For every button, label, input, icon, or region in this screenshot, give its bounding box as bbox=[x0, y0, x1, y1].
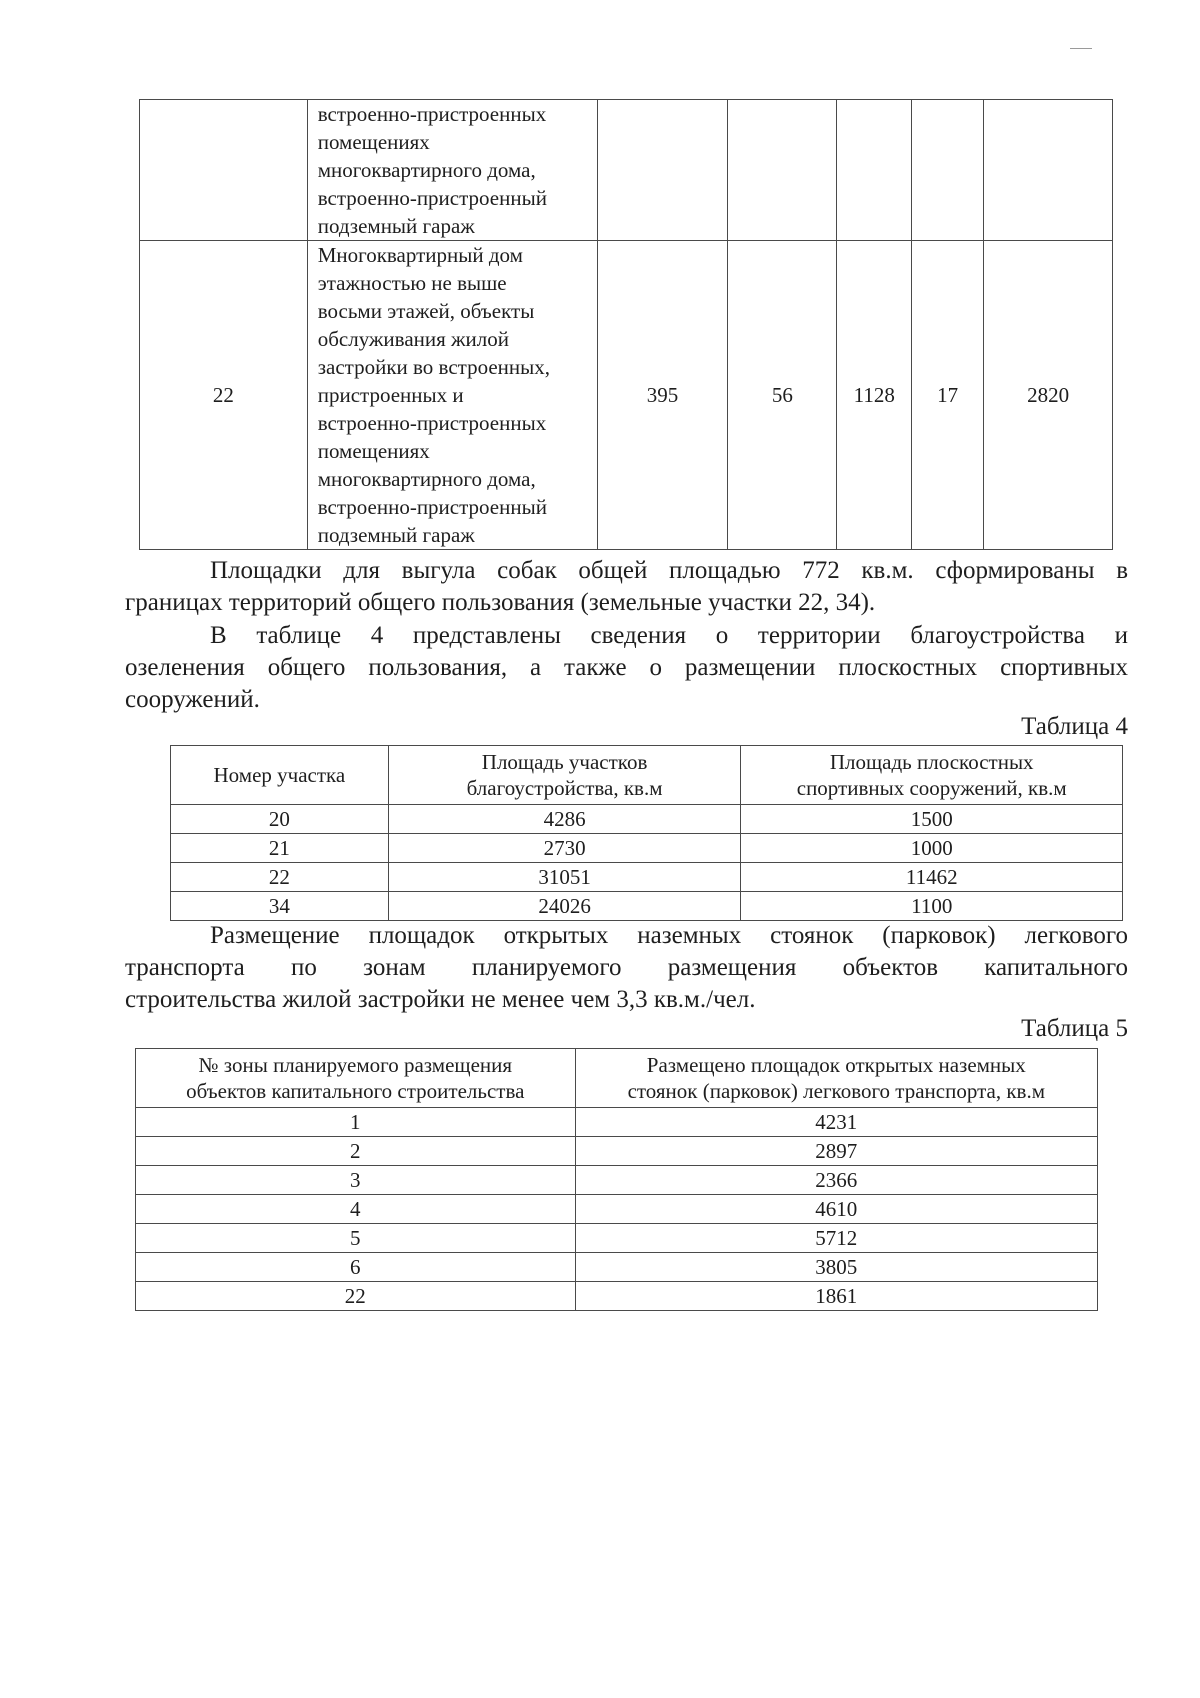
table-cell: 3 bbox=[136, 1166, 576, 1195]
table-cell: 56 bbox=[728, 241, 837, 550]
table-cell: 24026 bbox=[388, 892, 741, 921]
header-cell: № зоны планируемого размещения объектов капитального строительства bbox=[136, 1049, 576, 1108]
table-cell bbox=[984, 100, 1113, 241]
paragraph-dog-areas: Площадки для выгула собак общей площадью 772 кв.м. сформированы в границах территорий общего пользования (земельные участки 22, 34). bbox=[125, 557, 1128, 616]
table-row bbox=[136, 1282, 1098, 1311]
table-cell: 1861 bbox=[575, 1282, 1097, 1311]
table-cell: 2820 bbox=[984, 241, 1113, 550]
header-cell: Площадь участков благоустройства, кв.м bbox=[388, 746, 741, 805]
table-cell: 1100 bbox=[741, 892, 1123, 921]
table-cell: 17 bbox=[912, 241, 984, 550]
table-cell-number: 22 bbox=[140, 241, 308, 550]
paragraph-table4-intro: В таблице 4 представлены сведения о территории благоустройства и озеленения общего пользования, а также о размещении плоскостных спортивных сооружений. bbox=[125, 622, 1128, 713]
table-cell: 1 bbox=[136, 1108, 576, 1137]
table-row bbox=[171, 863, 1123, 892]
header-cell: Площадь плоскостных спортивных сооружений, кв.м bbox=[741, 746, 1123, 805]
header-cell: Размещено площадок открытых наземных стоянок (парковок) легкового транспорта, кв.м bbox=[575, 1049, 1097, 1108]
table-cell: 2730 bbox=[388, 834, 741, 863]
table-row bbox=[136, 1166, 1098, 1195]
table-cell: 4286 bbox=[388, 805, 741, 834]
table-row bbox=[171, 892, 1123, 921]
table-cell-description: Многоквартирный дом этажностью не выше восьми этажей, объекты обслуживания жилой застройки во встроенных, пристроенных и встроенно-пристроенных помещениях многоквартирного дома, встроенно-пристроенный подземный гараж bbox=[307, 241, 597, 550]
table-row bbox=[171, 834, 1123, 863]
table-cell: 5712 bbox=[575, 1224, 1097, 1253]
table-cell: 1128 bbox=[837, 241, 912, 550]
table-row bbox=[136, 1137, 1098, 1166]
table-cell: 1000 bbox=[741, 834, 1123, 863]
table-cell: 6 bbox=[136, 1253, 576, 1282]
table-cell: 22 bbox=[171, 863, 389, 892]
table-cell: 2897 bbox=[575, 1137, 1097, 1166]
table-row bbox=[136, 1195, 1098, 1224]
table-cell: 395 bbox=[597, 241, 728, 550]
table-5 bbox=[135, 1048, 1098, 1311]
paragraph-parking: Размещение площадок открытых наземных стоянок (парковок) легкового транспорта по зонам планируемого размещения объектов капитального строительства жилой застройки не менее чем 3,3 кв.м./чел. bbox=[125, 922, 1128, 1013]
table-row bbox=[136, 1253, 1098, 1282]
table-cell: 1500 bbox=[741, 805, 1123, 834]
table-3-continuation bbox=[139, 99, 1113, 550]
table-header-row bbox=[171, 746, 1123, 805]
table-cell bbox=[912, 100, 984, 241]
table-row bbox=[171, 805, 1123, 834]
scan-artifact-mark bbox=[1070, 48, 1092, 49]
table-row bbox=[136, 1224, 1098, 1253]
table-cell: 21 bbox=[171, 834, 389, 863]
table-cell: 5 bbox=[136, 1224, 576, 1253]
table-cell bbox=[837, 100, 912, 241]
table-5-caption: Таблица 5 bbox=[1021, 1015, 1128, 1042]
table-header-row bbox=[136, 1049, 1098, 1108]
table-cell: 2366 bbox=[575, 1166, 1097, 1195]
table-row bbox=[140, 100, 1113, 241]
table-cell: 2 bbox=[136, 1137, 576, 1166]
table-cell: 20 bbox=[171, 805, 389, 834]
table-cell: 34 bbox=[171, 892, 389, 921]
table-cell bbox=[597, 100, 728, 241]
table-cell: 31051 bbox=[388, 863, 741, 892]
header-cell: Номер участка bbox=[171, 746, 389, 805]
table-cell: 3805 bbox=[575, 1253, 1097, 1282]
table-4-caption: Таблица 4 bbox=[1021, 713, 1128, 740]
table-cell: 4 bbox=[136, 1195, 576, 1224]
table-4 bbox=[170, 745, 1123, 921]
table-cell: 11462 bbox=[741, 863, 1123, 892]
table-cell: 22 bbox=[136, 1282, 576, 1311]
table-cell-number bbox=[140, 100, 308, 241]
table-cell-description: встроенно-пристроенных помещениях многоквартирного дома, встроенно-пристроенный подземный гараж bbox=[307, 100, 597, 241]
table-cell bbox=[728, 100, 837, 241]
table-cell: 4610 bbox=[575, 1195, 1097, 1224]
table-row bbox=[136, 1108, 1098, 1137]
table-cell: 4231 bbox=[575, 1108, 1097, 1137]
table-row bbox=[140, 241, 1113, 550]
